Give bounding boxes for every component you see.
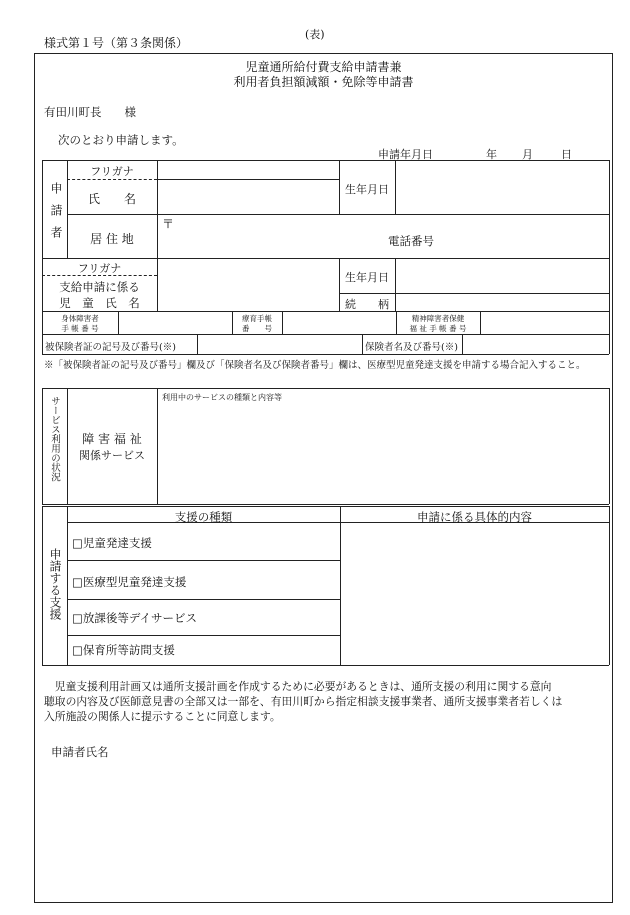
- application-date-day[interactable]: 日: [561, 148, 572, 161]
- applicant-furigana-field[interactable]: [158, 161, 338, 179]
- applicant-birth-field[interactable]: [396, 161, 608, 214]
- consent-line1: 児童支援利用計画又は通所支援計画を作成するために必要があるときは、通所支援の利用に関する意向: [44, 680, 552, 693]
- application-date-year[interactable]: 年: [486, 148, 497, 161]
- physical-handbook-label-line2: 手 帳 番 号: [61, 324, 99, 333]
- support-request-section-label: 申請する支援: [48, 548, 62, 620]
- service-category-line1: 障 害 福 祉: [82, 432, 142, 446]
- support-content-field[interactable]: [343, 524, 606, 663]
- child-birth-field[interactable]: [396, 259, 608, 293]
- support-option-after-school-day-service[interactable]: □放課後等デイサービス: [72, 611, 198, 625]
- phone-field[interactable]: [450, 216, 605, 256]
- physical-handbook-label-line1: 身体障害者: [61, 314, 99, 323]
- phone-label: 電話番号: [388, 234, 434, 248]
- signature-field[interactable]: [120, 741, 420, 761]
- child-relation-field[interactable]: [396, 294, 608, 310]
- rehab-handbook-field[interactable]: [283, 312, 395, 333]
- applicant-section-label: 申請者: [49, 182, 63, 248]
- applicant-furigana-label: フリガナ: [90, 165, 134, 178]
- postal-mark: 〒: [162, 217, 175, 231]
- mental-handbook-label-line1: 精神障害者保健: [411, 314, 465, 323]
- service-detail-field[interactable]: [160, 402, 606, 502]
- applicant-name-label: 氏 名: [87, 192, 136, 206]
- insurer-label: 保険者名及び番号(※): [365, 342, 458, 353]
- application-date-label: 申請年月日: [378, 148, 433, 161]
- addressee: 有田川町長 様: [44, 105, 136, 119]
- applicant-address-label: 居 住 地: [90, 232, 134, 246]
- signature-label: 申請者氏名: [51, 745, 109, 759]
- insurer-field[interactable]: [463, 335, 608, 353]
- mental-handbook-label-line2: 福 祉 手 帳 番 号: [409, 324, 467, 333]
- applicant-address-field[interactable]: [176, 216, 376, 256]
- insurance-card-field[interactable]: [198, 335, 361, 353]
- form-title-line2: 利用者負担額減額・免除等申請書: [233, 75, 414, 89]
- mental-handbook-field[interactable]: [481, 312, 608, 333]
- child-name-label-line2: 児 童 氏 名: [59, 296, 140, 310]
- support-content-header: 申請に係る具体的内容: [417, 510, 532, 524]
- child-name-label-line1: 支給申請に係る: [59, 280, 140, 294]
- rehab-handbook-label-line1: 療育手帳: [242, 314, 272, 323]
- intro-text: 次のとおり申請します。: [58, 133, 184, 147]
- applicant-name-field[interactable]: [158, 180, 338, 214]
- application-date-month[interactable]: 月: [522, 148, 533, 161]
- service-status-section-label: サービス利用の状況: [49, 396, 60, 482]
- child-birth-label: 生年月日: [345, 271, 389, 284]
- applicant-birth-label: 生年月日: [345, 183, 389, 196]
- child-relation-label: 続 柄: [345, 298, 389, 311]
- child-name-field[interactable]: [158, 276, 338, 310]
- support-option-medical-child-development[interactable]: □医療型児童発達支援: [72, 575, 187, 589]
- service-category-line2: 関係サービス: [79, 449, 145, 462]
- rehab-handbook-label-line2: 番 号: [242, 324, 272, 333]
- consent-line2: 聴取の内容及び医師意見書の全部又は一部を、有田川町から指定相談支援事業者、通所支援事業者若しくは: [44, 695, 563, 708]
- consent-line3: 入所施設の関係人に提示することに同意します。: [44, 710, 281, 723]
- support-option-child-development[interactable]: □児童発達支援: [72, 536, 152, 550]
- side-label: (表): [305, 28, 325, 41]
- physical-handbook-field[interactable]: [119, 312, 231, 333]
- child-furigana-label: フリガナ: [77, 262, 122, 275]
- form-title-line1: 児童通所給付費支給申請書兼: [245, 60, 402, 74]
- insurance-note: ※「被保険者証の記号及び番号」欄及び「保険者名及び保険者番号」欄は、医療型児童発達支援を申請する場合記入すること。: [44, 360, 586, 371]
- support-option-nursery-visit[interactable]: □保育所等訪問支援: [72, 643, 175, 657]
- form-number: 様式第１号（第３条関係）: [44, 36, 189, 50]
- service-detail-label: 利用中のサービスの種類と内容等: [162, 393, 282, 402]
- child-furigana-field[interactable]: [158, 259, 338, 275]
- insurance-card-label: 被保険者証の記号及び番号(※): [45, 342, 176, 353]
- support-type-header: 支援の種類: [174, 510, 233, 524]
